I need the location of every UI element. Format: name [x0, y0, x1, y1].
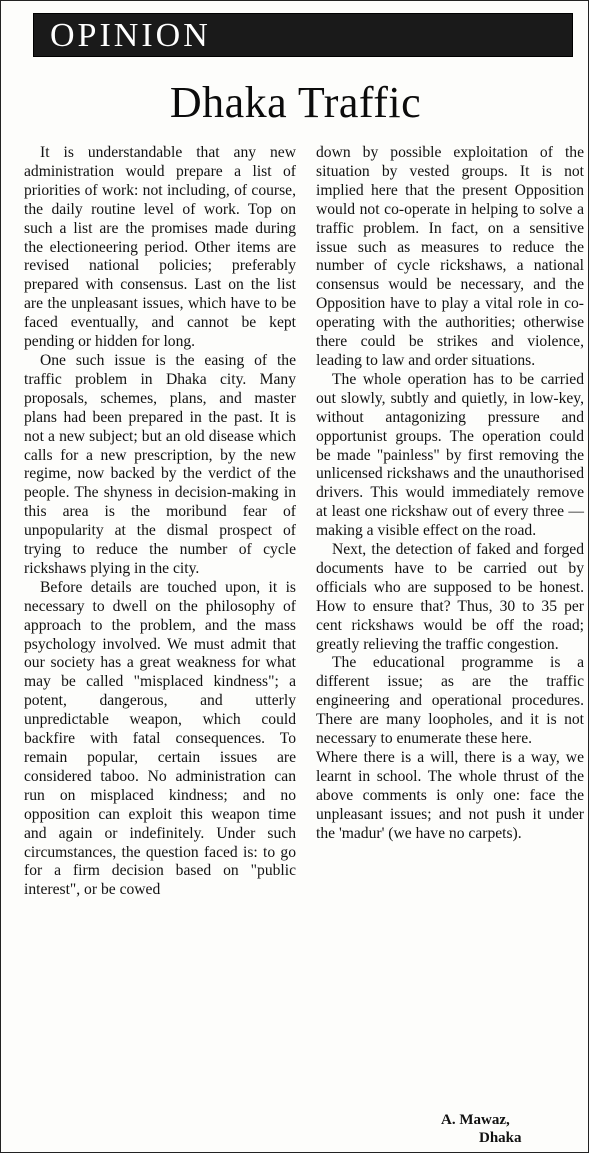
paragraph: The educational programme is a different issue; as are the traffic engineering and operational procedures. There are many loopholes, and it is not necessary to enumerate these here.	[316, 654, 584, 748]
paragraph: Next, the detection of faked and forged documents have to be carried out by officials who are supposed to be honest. How to ensure that? Thus, 30 to 35 per cent rickshaws would be off the road; greatly relieving the traffic congestion.	[316, 541, 584, 653]
left-column	[24, 144, 296, 900]
section-label: OPINION	[50, 17, 211, 54]
paragraph: One such issue is the easing of the traffic problem in Dhaka city. Many proposals, schemes, plans, and master plans had been prepared in the past. It is not a new subject; but an old disease which calls for a new prescription, by the new regime, now backed by the verdict of the people. The shyness in decision-making in this area is the moribund fear of unpopularity at the dismal prospect of trying to reduce the number of cycle rickshaws plying in the city.	[24, 351, 296, 577]
paragraph: Where there is a will, there is a way, we learnt in school. The whole thrust of the above comments is only one: face the unpleasant issues; and not push it under the 'madur' (we have no carpets).	[316, 749, 584, 842]
paragraph: The whole operation has to be carried out slowly, subtly and quietly, in low-key, without antagonizing pressure and opportunist groups. The operation could be made "painless" by first removing the unlicensed rickshaws and the unauthorised drivers. This would immediately remove at least one rickshaw out of every three — making a visible effect on the road.	[316, 370, 584, 540]
paragraph: down by possible exploitation of the situation by vested groups. It is not implied here that the present Opposition would not co-operate in helping to solve a traffic problem. In fact, on a sensitive issue such as measures to reduce the number of cycle rickshaws, a national consensus would be necessary, and the Opposition have to play a vital role in co-operating with the authorities; otherwise there could be strikes and violence, leading to law and order situations.	[316, 144, 584, 369]
article-headline: Dhaka Traffic	[169, 78, 422, 127]
author-name: A. Mawaz,	[441, 1112, 510, 1128]
author-signature	[441, 1111, 581, 1147]
paragraph: It is understandable that any new administration would prepare a list of priorities of work: not including, of course, the daily routine level of work. Top on such a list are the promises made during the electioneering period. Other items are revised national policies; preferably prepared with consensus. Last on the list are the unpleasant issues, which have to be faced eventually, and cannot be kept pending or hidden for long.	[24, 144, 296, 351]
right-column	[316, 144, 584, 844]
section-banner	[33, 13, 573, 57]
author-city: Dhaka	[479, 1130, 522, 1146]
paragraph: Before details are touched upon, it is necessary to dwell on the philosophy of approach to the problem, and the mass psychology involved. We must admit that our society has a great weakness for what may be called "misplaced kindness"; a potent, dangerous, and utterly unpredictable weapon, which could backfire with fatal consequences. To remain popular, certain issues are considered taboo. No administration can run on misplaced kindness; and no opposition can exploit this weapon time and again or indefinitely. Under such circumstances, the question faced is: to go for a firm decision based on "public interest", or be cowed	[24, 578, 296, 899]
